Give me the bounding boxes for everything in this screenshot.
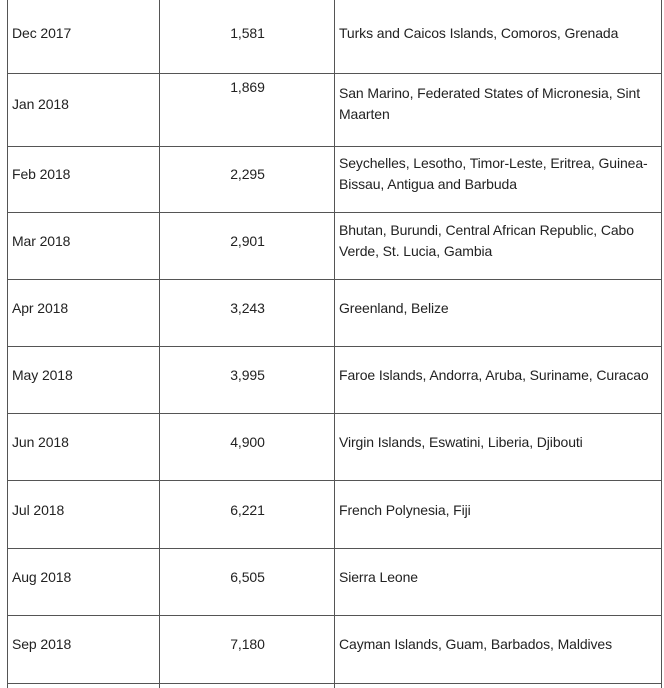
month-cell: Aug 2018 <box>12 569 72 585</box>
row-divider <box>7 73 662 74</box>
table-border-left <box>7 0 8 688</box>
month-cell: Sep 2018 <box>12 636 72 652</box>
row-divider <box>7 480 662 481</box>
count-cell: 2,295 <box>230 166 265 182</box>
row-divider <box>7 615 662 616</box>
row-divider <box>7 413 662 414</box>
count-cell: 6,221 <box>230 502 265 518</box>
countries-cell: French Polynesia, Fiji <box>339 502 471 518</box>
month-cell: Feb 2018 <box>12 166 71 182</box>
count-cell: 3,243 <box>230 300 265 316</box>
row-divider <box>7 346 662 347</box>
countries-cell: Bhutan, Burundi, Central African Republic, Cabo Verde, St. Lucia, Gambia <box>339 222 634 259</box>
row-divider <box>7 146 662 147</box>
count-cell: 1,581 <box>230 25 265 41</box>
count-cell: 4,900 <box>230 434 265 450</box>
count-cell: 6,505 <box>230 569 265 585</box>
count-cell: 3,995 <box>230 367 265 383</box>
row-divider <box>7 683 662 684</box>
count-cell: 1,869 <box>230 79 265 95</box>
month-cell: Apr 2018 <box>12 300 69 316</box>
count-cell: 2,901 <box>230 233 265 249</box>
table-divider-2 <box>334 0 335 688</box>
row-divider <box>7 212 662 213</box>
row-divider <box>7 279 662 280</box>
month-cell: Jul 2018 <box>12 502 65 518</box>
countries-cell: Faroe Islands, Andorra, Aruba, Suriname, Curacao <box>339 367 649 383</box>
table-divider-1 <box>159 0 160 688</box>
count-cell: 7,180 <box>230 636 265 652</box>
row-divider <box>7 548 662 549</box>
month-cell: Dec 2017 <box>12 25 72 41</box>
countries-cell: Sierra Leone <box>339 569 418 585</box>
countries-cell: Greenland, Belize <box>339 300 449 316</box>
countries-cell: Seychelles, Lesotho, Timor-Leste, Eritrea, Guinea-Bissau, Antigua and Barbuda <box>339 155 648 192</box>
countries-cell: Cayman Islands, Guam, Barbados, Maldives <box>339 636 613 652</box>
month-cell: May 2018 <box>12 367 73 383</box>
month-cell: Mar 2018 <box>12 233 71 249</box>
month-cell: Jun 2018 <box>12 434 69 450</box>
month-cell: Jan 2018 <box>12 96 69 112</box>
table-border-right <box>661 0 662 688</box>
countries-cell: San Marino, Federated States of Micronesia, Sint Maarten <box>339 85 641 122</box>
countries-cell: Turks and Caicos Islands, Comoros, Grenada <box>339 25 619 41</box>
countries-cell: Virgin Islands, Eswatini, Liberia, Djibouti <box>339 434 583 450</box>
